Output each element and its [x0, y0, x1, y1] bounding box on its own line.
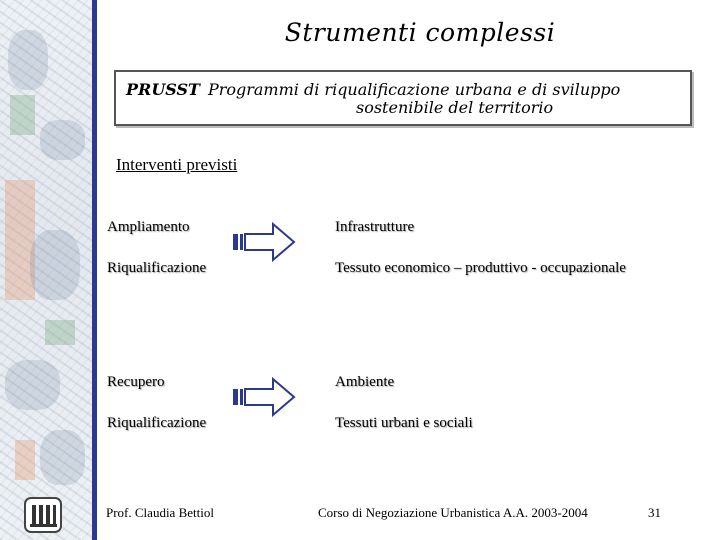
group1-row1-left: Ampliamento: [107, 219, 190, 235]
university-logo-icon: [24, 497, 62, 533]
group2-row1-left: Recupero: [107, 374, 165, 390]
footer-page-number: 31: [648, 505, 661, 520]
group2-row1-right: Ambiente: [335, 374, 395, 390]
group2-row2-left: Riqualificazione: [107, 415, 207, 431]
footer-author: Prof. Claudia Bettiol: [106, 505, 214, 520]
accent-vertical-line: [92, 0, 97, 540]
page-title: Strumenti complessi: [284, 18, 556, 47]
section-heading: Interventi previsti: [116, 155, 238, 174]
prusst-abbr: PRUSST: [126, 80, 200, 99]
footer-course: Corso di Negoziazione Urbanistica A.A. 2003-2004: [318, 505, 588, 520]
arrow-right-icon: [233, 376, 297, 418]
arrow-right-icon: [233, 221, 297, 263]
side-map-decoration: [0, 0, 92, 540]
group2-row2-right: Tessuti urbani e sociali: [335, 415, 473, 431]
prusst-line-1: [126, 81, 620, 99]
prusst-line-1-text: Programmi di riqualificazione urbana e di sviluppo: [207, 80, 621, 99]
group1-row2-left: Riqualificazione: [107, 260, 207, 276]
group1-row2-right: Tessuto economico – produttivo - occupazionale: [335, 260, 626, 276]
prusst-line-2: sostenibile del territorio: [356, 98, 554, 117]
group1-row1-right: Infrastrutture: [335, 219, 415, 235]
prusst-box: [114, 70, 692, 126]
